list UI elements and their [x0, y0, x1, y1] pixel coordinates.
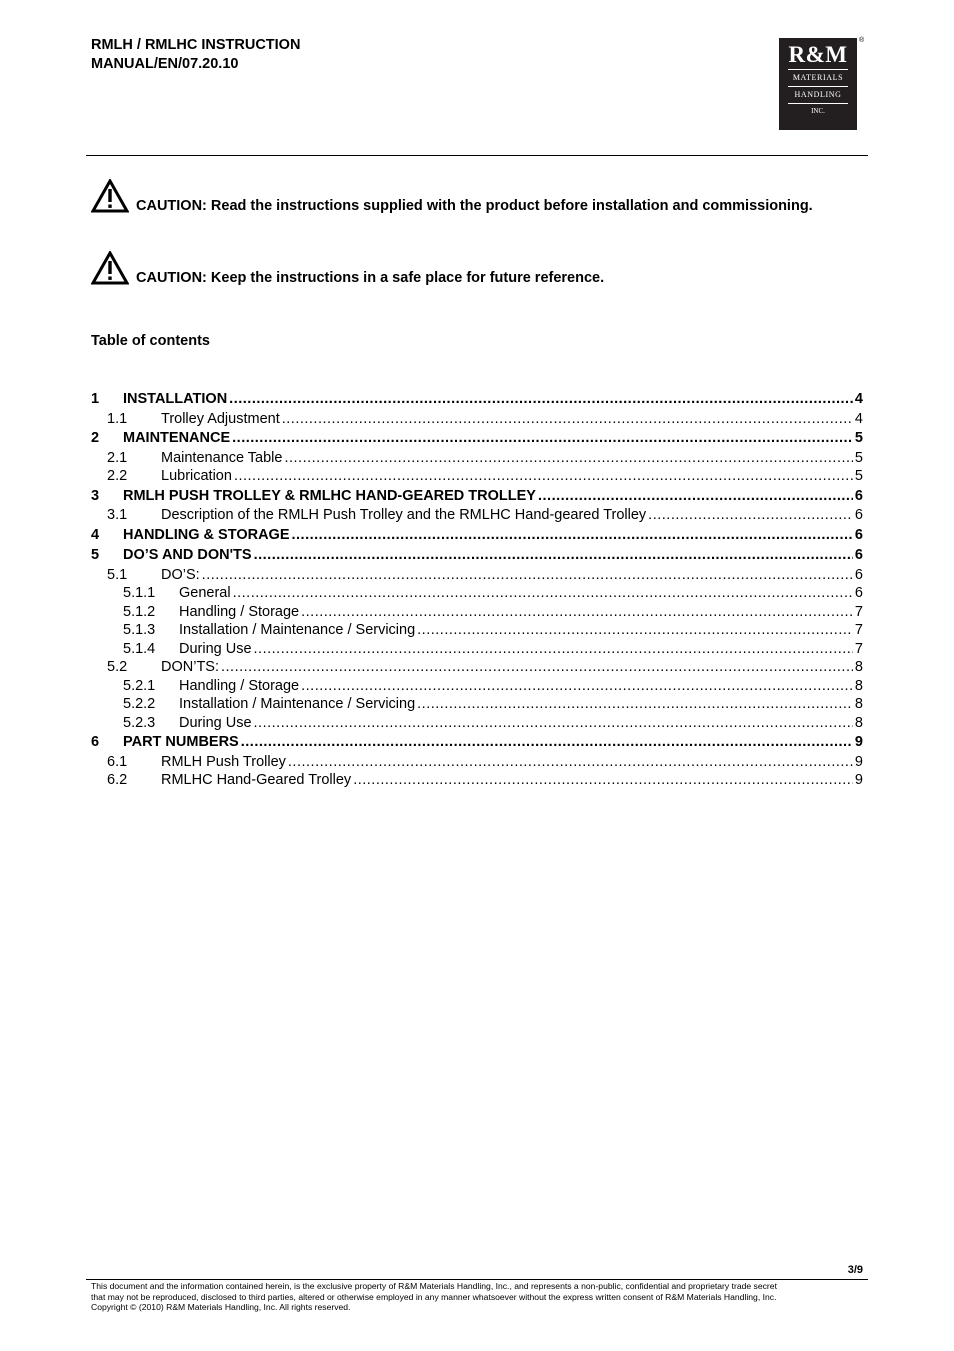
table-of-contents: [91, 389, 863, 790]
toc-entry-number: 5.2.2: [123, 696, 156, 712]
toc-entry[interactable]: [91, 771, 863, 790]
document-title-line-2: MANUAL/EN/07.20.10: [91, 56, 239, 72]
toc-entry-title: PART NUMBERS: [123, 734, 239, 750]
toc-entry-number: 1.1: [107, 410, 128, 427]
toc-entry[interactable]: [91, 677, 863, 696]
toc-entry-title: HANDLING & STORAGE: [123, 526, 290, 543]
toc-entry-number: 5.1.3: [123, 622, 156, 638]
toc-entry-title: Handling / Storage: [179, 677, 300, 694]
toc-entry[interactable]: [91, 658, 863, 677]
toc-entry-title: DON’TS:: [161, 659, 219, 675]
toc-entry-page: 9: [854, 772, 863, 788]
warning-icon: [91, 251, 129, 285]
toc-dot-leader: [301, 677, 853, 696]
toc-entry-number: 5.1.1: [123, 585, 156, 601]
toc-dot-leader: [229, 389, 853, 410]
logo-inc: INC.: [811, 107, 825, 115]
toc-entry-number: 3: [91, 487, 100, 504]
toc-entry-title: Maintenance Table: [161, 449, 283, 466]
toc-dot-leader: [538, 486, 853, 507]
toc-entry-number: 6: [91, 734, 100, 750]
toc-entry-number: 5.1: [107, 566, 128, 583]
toc-dot-leader: [648, 506, 853, 525]
toc-entry[interactable]: [91, 467, 863, 486]
toc-entry-page: 6: [854, 526, 863, 543]
toc-entry[interactable]: [91, 714, 863, 733]
footer-divider: [86, 1279, 868, 1280]
toc-dot-leader: [284, 449, 852, 468]
toc-entry[interactable]: [91, 449, 863, 468]
toc-entry[interactable]: [91, 732, 863, 753]
legal-footer: [91, 1281, 865, 1313]
toc-entry-title: RMLH PUSH TROLLEY & RMLHC HAND-GEARED TROLLEY: [123, 487, 536, 504]
logo-rm: R&M: [788, 42, 848, 67]
toc-entry[interactable]: [91, 621, 863, 640]
toc-entry-number: 5.1.4: [123, 640, 156, 657]
toc-entry-page: 6: [854, 507, 863, 523]
toc-entry-title: DO’S AND DON'TS: [123, 547, 252, 563]
document-title: [91, 36, 300, 74]
toc-entry-number: 5.2.3: [123, 714, 156, 731]
toc-entry[interactable]: [91, 753, 863, 772]
toc-entry-number: 2.2: [107, 468, 128, 484]
toc-entry-title: During Use: [179, 640, 252, 657]
toc-entry-page: 5: [854, 449, 863, 466]
toc-entry[interactable]: [91, 584, 863, 603]
toc-entry-number: 2.1: [107, 449, 128, 466]
toc-entry-title: Installation / Maintenance / Servicing: [179, 696, 416, 712]
toc-entry-title: RMLH Push Trolley: [161, 753, 286, 770]
toc-entry-page: 8: [854, 696, 863, 712]
toc-entry[interactable]: [91, 640, 863, 659]
toc-entry-page: 4: [854, 391, 863, 407]
toc-dot-leader: [292, 525, 853, 546]
document-title-line-1: RMLH / RMLHC INSTRUCTION: [91, 37, 301, 53]
toc-entry-page: 5: [854, 468, 863, 484]
toc-dot-leader: [221, 658, 853, 677]
toc-entry[interactable]: [91, 428, 863, 449]
toc-entry-title: During Use: [179, 714, 252, 731]
footer-line-2: that may not be reproduced, disclosed to third parties, altered or otherwise employed in any manner whatsoever without the express written consent of R&M Materials Handling, Inc.: [91, 1291, 777, 1302]
toc-entry[interactable]: [91, 566, 863, 585]
toc-dot-leader: [353, 771, 853, 790]
toc-entry-title: RMLHC Hand-Geared Trolley: [161, 772, 352, 788]
toc-entry[interactable]: [91, 603, 863, 622]
toc-entry-title: Installation / Maintenance / Servicing: [179, 622, 416, 638]
toc-heading: Table of contents: [91, 333, 210, 349]
company-logo: [779, 38, 857, 130]
toc-entry[interactable]: [91, 389, 863, 410]
toc-dot-leader: [234, 467, 853, 486]
footer-line-1: This document and the information contained herein, is the exclusive property of R&M Materials Handling, Inc., and represents a non-public, confidential and proprietary trade secret: [91, 1281, 777, 1291]
toc-dot-leader: [233, 584, 853, 603]
toc-entry-page: 6: [854, 585, 863, 601]
page-number: 3/9: [847, 1264, 863, 1276]
toc-entry-page: 8: [854, 677, 863, 694]
toc-entry-number: 5.2: [107, 659, 128, 675]
toc-entry[interactable]: [91, 410, 863, 429]
caution-text-2: CAUTION: Keep the instructions in a safe place for future reference.: [136, 270, 605, 286]
toc-dot-leader: [241, 732, 853, 753]
toc-entry-title: Description of the RMLH Push Trolley and the RMLHC Hand-geared Trolley: [161, 507, 647, 523]
toc-entry-title: General: [179, 585, 231, 601]
toc-entry-title: MAINTENANCE: [123, 430, 231, 446]
toc-entry-number: 3.1: [107, 507, 128, 523]
toc-dot-leader: [301, 603, 853, 622]
toc-dot-leader: [254, 714, 853, 733]
registered-mark: ®: [859, 37, 865, 44]
caution-text-1: CAUTION: Read the instructions supplied with the product before installation and commissioning.: [136, 198, 813, 214]
toc-entry-number: 1: [91, 391, 100, 407]
toc-entry-number: 6.2: [107, 772, 128, 788]
toc-dot-leader: [254, 640, 853, 659]
toc-entry-page: 9: [854, 753, 863, 770]
toc-entry-page: 6: [854, 487, 863, 504]
toc-entry-title: Lubrication: [161, 468, 232, 484]
header-divider: [86, 155, 868, 156]
toc-entry[interactable]: [91, 695, 863, 714]
warning-icon: [91, 179, 129, 213]
toc-entry-number: 2: [91, 430, 100, 446]
toc-entry-title: INSTALLATION: [123, 391, 228, 407]
toc-dot-leader: [232, 428, 853, 449]
toc-entry[interactable]: [91, 525, 863, 546]
toc-dot-leader: [288, 753, 853, 772]
toc-entry-title: DO’S:: [161, 566, 200, 583]
toc-entry-page: 6: [854, 566, 863, 583]
toc-dot-leader: [254, 545, 853, 566]
toc-dot-leader: [282, 410, 853, 429]
toc-entry-page: 5: [854, 430, 863, 446]
toc-entry-number: 5: [91, 547, 100, 563]
toc-entry-title: Trolley Adjustment: [161, 410, 280, 427]
toc-entry-number: 4: [91, 526, 100, 543]
toc-dot-leader: [417, 621, 853, 640]
toc-entry-page: 9: [854, 734, 863, 750]
toc-entry-title: Handling / Storage: [179, 603, 300, 620]
toc-entry-page: 7: [854, 603, 863, 620]
toc-entry-number: 5.1.2: [123, 603, 156, 620]
logo-materials: MATERIALS: [792, 73, 844, 82]
toc-entry-page: 8: [854, 714, 863, 731]
toc-entry-number: 5.2.1: [123, 677, 156, 694]
toc-entry-page: 7: [854, 640, 863, 657]
toc-entry-page: 8: [854, 659, 863, 675]
toc-dot-leader: [417, 695, 853, 714]
toc-entry[interactable]: [91, 486, 863, 507]
toc-entry[interactable]: [91, 545, 863, 566]
toc-entry[interactable]: [91, 506, 863, 525]
logo-handling: HANDLING: [794, 90, 842, 99]
toc-entry-page: 6: [854, 547, 863, 563]
toc-entry-number: 6.1: [107, 753, 128, 770]
toc-dot-leader: [202, 566, 853, 585]
footer-line-3: Copyright © (2010) R&M Materials Handling, Inc. All rights reserved.: [91, 1302, 351, 1312]
toc-entry-page: 4: [854, 410, 863, 427]
toc-entry-page: 7: [854, 622, 863, 638]
